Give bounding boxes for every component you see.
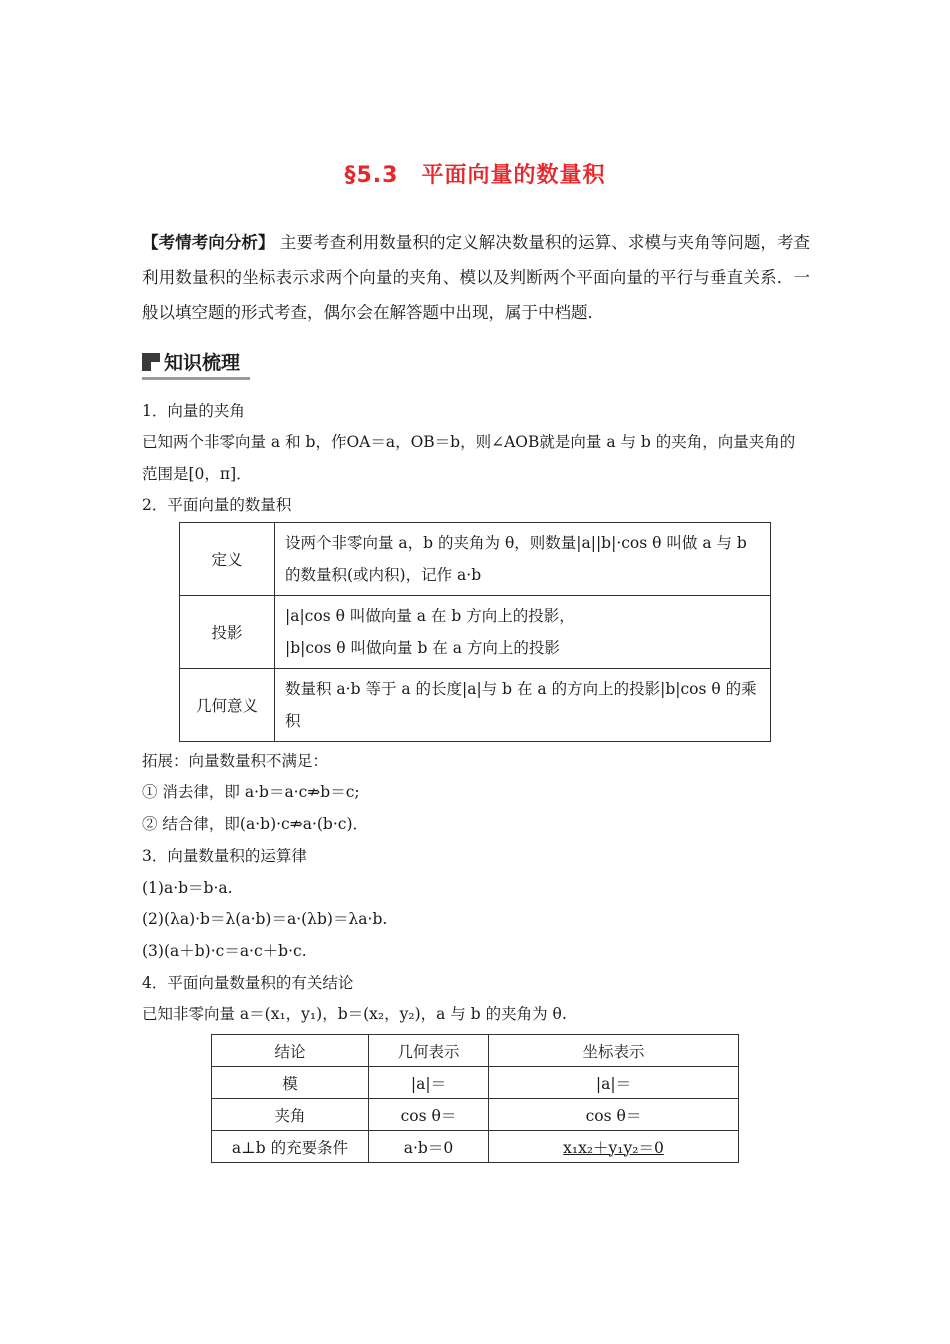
- intro-tag: 【考情考向分析】: [142, 233, 275, 252]
- item-3-heading: 3．向量数量积的运算律: [142, 847, 307, 865]
- table-cell: cos θ＝: [489, 1099, 739, 1131]
- section-heading-text: 知识梳理: [164, 352, 241, 374]
- table-cell: cos θ＝: [369, 1099, 489, 1131]
- column-header: 坐标表示: [489, 1035, 739, 1067]
- dot-product-table: [179, 522, 771, 742]
- projection-line-2: |b|cos θ 叫做向量 b 在 a 方向上的投影: [285, 639, 560, 657]
- law-3: (3)(a＋b)·c＝a·c＋b·c.: [142, 942, 307, 960]
- item-4-heading: 4．平面向量数量积的有关结论: [142, 974, 354, 992]
- item-1-heading: 1．向量的夹角: [142, 402, 245, 420]
- intro-text: 主要考查利用数量积的定义解决数量积的运算、求模与夹角等问题，考查利用数量积的坐标表示求两个向量的夹角、模以及判断两个平面向量的平行与垂直关系．一般以填空题的形式考查，偶尔会在解答题中出现，属于中档题．: [142, 233, 811, 322]
- table-row: [212, 1131, 739, 1163]
- table-cell: 夹角: [212, 1099, 369, 1131]
- extension-title: 拓展：向量数量积不满足：: [142, 752, 329, 770]
- item-1-text: 已知两个非零向量 a 和 b，作OA＝a，OB＝b，则∠AOB就是向量 a 与 b 的夹角，向量夹角的范围是[0，π]．: [142, 433, 796, 483]
- table-head-cell: 几何意义: [180, 669, 275, 742]
- item-2-heading: 2．平面向量的数量积: [142, 496, 292, 514]
- table-content-cell: 设两个非零向量 a，b 的夹角为 θ，则数量|a||b|·cos θ 叫做 a 与 b 的数量积(或内积)，记作 a·b: [275, 523, 771, 596]
- section-underline: [142, 377, 250, 380]
- projection-line-1: |a|cos θ 叫做向量 a 在 b 方向上的投影，: [285, 607, 575, 625]
- column-header: 几何表示: [369, 1035, 489, 1067]
- table-cell: 模: [212, 1067, 369, 1099]
- item-4-text: 已知非零向量 a＝(x₁，y₁)，b＝(x₂，y₂)，a 与 b 的夹角为 θ.: [142, 1005, 567, 1023]
- column-header: 结论: [212, 1035, 369, 1067]
- extension-line-1: ① 消去律，即 a·b＝a·c⇏b＝c;: [142, 783, 360, 801]
- table-cell: |a|＝: [369, 1067, 489, 1099]
- table-row: [180, 523, 771, 596]
- section-heading: [142, 348, 250, 380]
- law-2: (2)(λa)·b＝λ(a·b)＝a·(λb)＝λa·b.: [142, 910, 388, 928]
- table-row: [180, 669, 771, 742]
- page-title: §5.3 平面向量的数量积: [344, 163, 606, 188]
- table-head-cell: 定义: [180, 523, 275, 596]
- table-row: [212, 1099, 739, 1131]
- table-cell: |a|＝: [489, 1067, 739, 1099]
- extension-line-2: ② 结合律，即(a·b)·c⇏a·(b·c)．: [142, 815, 368, 833]
- conclusions-table: [211, 1034, 739, 1163]
- table-content-cell: 数量积 a·b 等于 a 的长度|a|与 b 在 a 的方向上的投影|b|cos θ 的乘积: [275, 669, 771, 742]
- table-row: [212, 1067, 739, 1099]
- table-header-row: [212, 1035, 739, 1067]
- table-cell: a⊥b 的充要条件: [212, 1131, 369, 1163]
- table-head-cell: 投影: [180, 596, 275, 669]
- table-cell: a·b＝0: [369, 1131, 489, 1163]
- intro-paragraph: [142, 225, 810, 330]
- table-content-cell: [275, 596, 771, 669]
- law-1: (1)a·b＝b·a.: [142, 879, 233, 897]
- table-cell: x₁x₂＋y₁y₂＝0: [489, 1131, 739, 1163]
- table-row: [180, 596, 771, 669]
